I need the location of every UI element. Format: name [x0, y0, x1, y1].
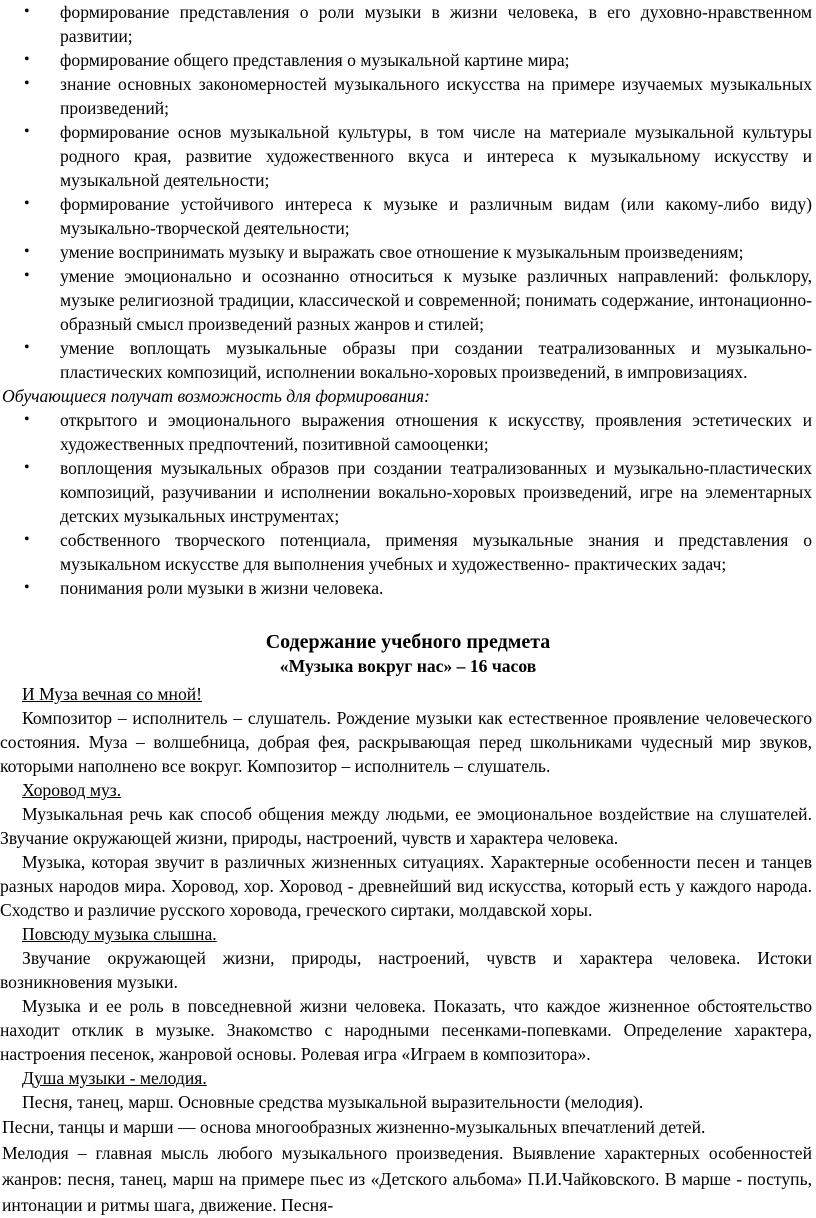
- list-item: • формирование представления о роли музыки в жизни человека, в его духовно-нравственном развитии;: [24, 2, 812, 46]
- bullet-icon: •: [24, 267, 30, 284]
- bullet-icon: •: [24, 243, 30, 260]
- bullet-icon: •: [24, 339, 30, 356]
- list-item: • формирование устойчивого интереса к музыке и различным видам (или какому-либо виду) музыкально-творческой деятельности;: [24, 194, 812, 238]
- opportunity-list: [0, 408, 816, 600]
- bullet-icon: •: [24, 75, 30, 92]
- list-item: • воплощения музыкальных образов при создании театрализованных и музыкально-пластических композиций, разучивании и исполнении вокально-хоровых произведений, игре на элементарных детских музыкальных инструментах;: [24, 458, 812, 526]
- list-item: • умение воплощать музыкальные образы при создании театрализованных и музыкально-пластических композиций, исполнении вокально-хоровых произведений, в импровизациях.: [24, 338, 812, 382]
- content-heading: Содержание учебного предмета: [265, 631, 551, 653]
- list-item: • открытого и эмоционального выражения отношения к искусству, проявления эстетических и художественных предпочтений, позитивной самооценки;: [24, 410, 812, 454]
- bullet-icon: •: [24, 3, 30, 20]
- section-title: И Муза вечная со мной!: [22, 684, 203, 704]
- bullet-icon: •: [24, 531, 30, 548]
- list-item: • собственного творческого потенциала, применяя музыкальные знания и представления о музыкальном искусстве для выполнения учебных и художественно- практических задач;: [24, 530, 812, 574]
- bullet-icon: •: [24, 51, 30, 68]
- section-paragraph: Песни, танцы и марши — основа многообразных жизненно-музыкальных впечатлений детей.: [2, 1117, 706, 1137]
- section-paragraph: Песня, танец, марш. Основные средства музыкальной выразительности (мелодия).: [22, 1092, 644, 1112]
- section-title: Душа музыки - мелодия.: [22, 1068, 207, 1088]
- section-paragraph: Музыкальная речь как способ общения между людьми, ее эмоциональное воздействие на слушателей. Звучание окружающей жизни, природы, настроений, чувств и характера человека.: [0, 804, 812, 848]
- section-paragraph: Звучание окружающей жизни, природы, настроений, чувств и характера человека. Истоки возникновения музыки.: [0, 948, 812, 992]
- list-item: • знание основных закономерностей музыкального искусства на примере изучаемых музыкальных произведений;: [24, 74, 812, 118]
- opportunity-intro: Обучающиеся получат возможность для формирования:: [2, 386, 430, 406]
- section-title: Повсюду музыка слышна.: [22, 924, 217, 944]
- content-subheading: «Музыка вокруг нас» – 16 часов: [279, 656, 537, 676]
- bullet-icon: •: [24, 459, 30, 476]
- bullet-icon: •: [24, 579, 30, 596]
- section-paragraph: Мелодия – главная мысль любого музыкального произведения. Выявление характерных особенностей жанров: песня, танец, марш на примере пьес из «Детского альбома» П.И.Чайковского. В марше - поступь, интонации и ритмы шага, движение. Песня-: [2, 1143, 812, 1215]
- list-item: • умение эмоционально и осознанно относиться к музыке различных направлений: фольклору, музыке религиозной традиции, классической и современной; понимать содержание, интонационно-образный смысл произведений разных жанров и стилей;: [24, 266, 812, 334]
- list-item: • понимания роли музыки в жизни человека.: [24, 578, 384, 598]
- section-paragraph: Музыка и ее роль в повседневной жизни человека. Показать, что каждое жизненное обстоятельство находит отклик в музыке. Знакомство с народными песенками-попевками. Определение характера, настроения песенок, жанровой основы. Ролевая игра «Играем в композитора».: [0, 996, 812, 1064]
- list-item: • формирование основ музыкальной культуры, в том числе на материале музыкальной культуры родного края, развитие художественного вкуса и интереса к музыкальному искусству и музыкальной деятельности;: [24, 122, 812, 190]
- list-item: • формирование общего представления о музыкальной картине мира;: [24, 50, 570, 70]
- outcomes-list: [0, 0, 816, 384]
- bullet-icon: •: [24, 123, 30, 140]
- bullet-icon: •: [24, 195, 30, 212]
- bullet-icon: •: [24, 411, 30, 428]
- list-item: • умение воспринимать музыку и выражать свое отношение к музыкальным произведениям;: [24, 242, 744, 262]
- section-paragraph: Композитор – исполнитель – слушатель. Рождение музыки как естественное проявление человеческого состояния. Муза – волшебница, добрая фея, раскрывающая перед школьниками чудесный мир звуков, которыми наполнено все вокруг. Композитор – исполнитель – слушатель.: [0, 708, 812, 776]
- section-paragraph: Музыка, которая звучит в различных жизненных ситуациях. Характерные особенности песен и танцев разных народов мира. Хоровод, хор. Хоровод - древнейший вид искусства, который есть у каждого народа. Сходство и различие русского хоровода, греческого сиртаки, молдавской хоры.: [0, 852, 812, 920]
- section-title: Хоровод муз.: [22, 780, 122, 800]
